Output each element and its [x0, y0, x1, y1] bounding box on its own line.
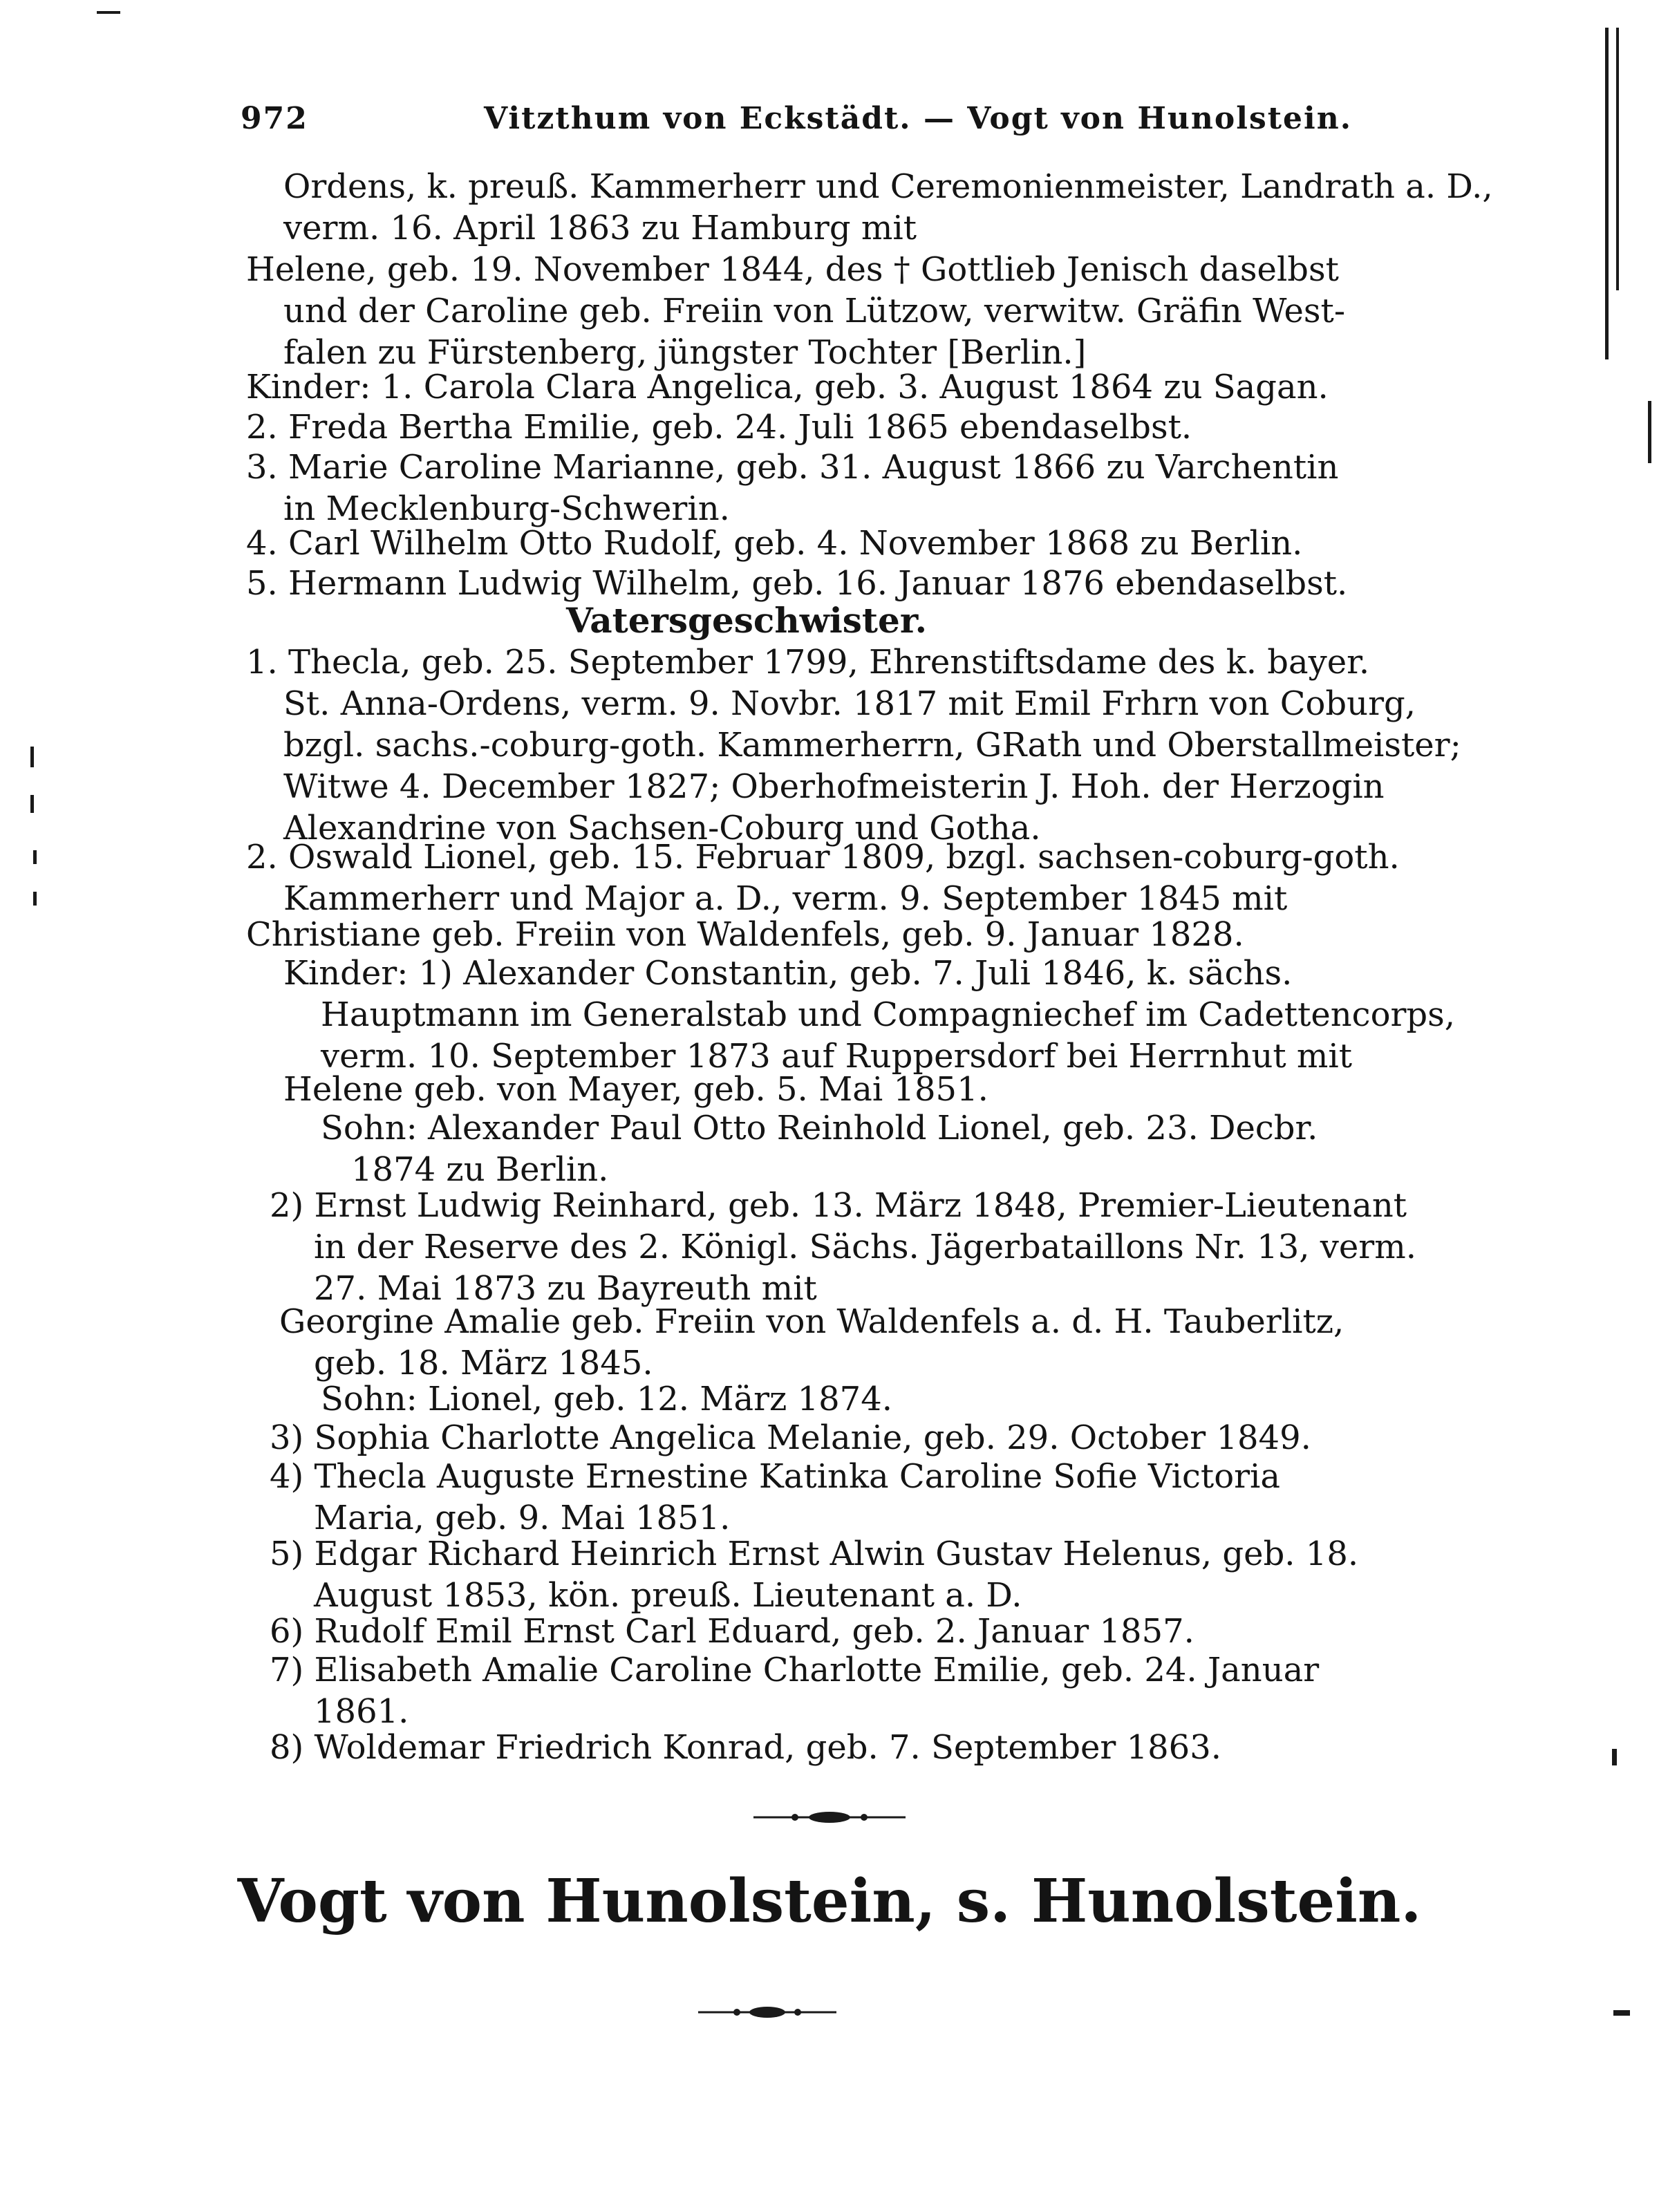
ornament-divider: [753, 1807, 906, 1828]
entry: [246, 447, 1338, 529]
text-line: in der Reserve des 2. Königl. Sächs. Jägerbataillons Nr. 13, verm.: [314, 1228, 1416, 1266]
text-line: bzgl. sachs.-coburg-goth. Kammerherrn, GRath und Oberstallmeister;: [283, 726, 1461, 765]
ornament-divider: [698, 2002, 836, 2023]
text-line: 2. Oswald Lionel, geb. 15. Februar 1809, bzgl. sachsen-coburg-goth.: [246, 838, 1400, 877]
text-line: 1. Thecla, geb. 25. September 1799, Ehrenstiftsdame des k. bayer.: [246, 643, 1370, 682]
text-line: Alexandrine von Sachsen-Coburg und Gotha.: [283, 809, 1041, 847]
text-line: falen zu Fürstenberg, jüngster Tochter [Berlin.]: [283, 333, 1087, 372]
text-line: 27. Mai 1873 zu Bayreuth mit: [314, 1269, 817, 1308]
article-title: Vogt von Hunolstein, s. Hunolstein.: [237, 1866, 1422, 1936]
text-line: 1874 zu Berlin.: [351, 1150, 609, 1189]
text-line: Kinder: 1) Alexander Constantin, geb. 7. Juli 1846, k. sächs.: [283, 954, 1293, 993]
entry: [270, 1727, 1221, 1768]
scan-mark: [1612, 1749, 1617, 1765]
text-line: St. Anna-Ordens, verm. 9. Novbr. 1817 mit Emil Frhrn von Coburg,: [283, 684, 1416, 723]
text-line: Kammerherr und Major a. D., verm. 9. September 1845 mit: [283, 879, 1288, 918]
entry: [270, 1456, 1280, 1539]
scan-edge-line: [1605, 28, 1609, 359]
scan-mark: [30, 795, 34, 813]
text-line: 4) Thecla Auguste Ernestine Katinka Caroline Sofie Victoria: [270, 1457, 1281, 1496]
text-line: Witwe 4. December 1827; Oberhofmeisterin J. Hoh. der Herzogin: [283, 767, 1385, 806]
entry: [321, 1378, 892, 1420]
text-line: Hauptmann im Generalstab und Compagniechef im Cadettencorps,: [321, 995, 1456, 1034]
text-line: Ordens, k. preuß. Kammerherr und Ceremonienmeister, Landrath a. D.,: [283, 167, 1493, 206]
text-line: 6) Rudolf Emil Ernst Carl Eduard, geb. 2. Januar 1857.: [270, 1612, 1194, 1651]
scan-mark: [1613, 2010, 1630, 2016]
text-line: 2) Ernst Ludwig Reinhard, geb. 13. März 1848, Premier-Lieutenant: [270, 1186, 1407, 1225]
text-line: Kinder: 1. Carola Clara Angelica, geb. 3. August 1864 zu Sagan.: [246, 368, 1329, 406]
scan-edge-line: [1616, 28, 1619, 290]
entry: [283, 1069, 988, 1110]
entry: [246, 836, 1400, 919]
entry: [246, 523, 1302, 564]
running-title: Vitzthum von Eckstädt. — Vogt von Hunolstein.: [484, 101, 1353, 136]
text-line: 2. Freda Bertha Emilie, geb. 24. Juli 1865 ebendaselbst.: [246, 408, 1192, 447]
text-line: Sohn: Lionel, geb. 12. März 1874.: [321, 1380, 892, 1418]
text-line: 5. Hermann Ludwig Wilhelm, geb. 16. Januar 1876 ebendaselbst.: [246, 564, 1348, 603]
entry: [246, 563, 1347, 604]
page-number: 972: [241, 101, 308, 136]
entry: [283, 953, 1455, 1077]
scan-mark: [30, 747, 34, 767]
text-line: August 1853, kön. preuß. Lieutenant a. D.: [314, 1576, 1022, 1615]
text-line: geb. 18. März 1845.: [314, 1344, 653, 1382]
entry: [246, 249, 1345, 373]
text-line: verm. 10. September 1873 auf Ruppersdorf bei Herrnhut mit: [321, 1037, 1353, 1076]
text-line: Helene geb. von Mayer, geb. 5. Mai 1851.: [283, 1070, 988, 1109]
entry: [279, 1301, 1344, 1384]
entry: [270, 1185, 1416, 1309]
entry: [270, 1533, 1358, 1616]
text-line: Christiane geb. Freiin von Waldenfels, geb. 9. Januar 1828.: [246, 915, 1244, 954]
text-line: verm. 16. April 1863 zu Hamburg mit: [283, 209, 917, 247]
section-heading: Vatersgeschwister.: [566, 600, 927, 641]
entry: [270, 1611, 1194, 1652]
text-line: und der Caroline geb. Freiin von Lützow, verwitw. Gräfin West-: [283, 292, 1346, 330]
entry: [321, 1107, 1318, 1190]
scan-mark: [97, 11, 120, 14]
text-line: 8) Woldemar Friedrich Konrad, geb. 7. September 1863.: [270, 1728, 1221, 1767]
entry: [246, 366, 1329, 408]
text-line: Georgine Amalie geb. Freiin von Waldenfels a. d. H. Tauberlitz,: [279, 1302, 1344, 1341]
text-line: 4. Carl Wilhelm Otto Rudolf, geb. 4. November 1868 zu Berlin.: [246, 524, 1303, 563]
text-line: Sohn: Alexander Paul Otto Reinhold Lionel, geb. 23. Decbr.: [321, 1109, 1318, 1147]
entry: [270, 1649, 1319, 1732]
entry: [246, 641, 1461, 849]
scan-mark: [1648, 401, 1651, 463]
text-line: 7) Elisabeth Amalie Caroline Charlotte Emilie, geb. 24. Januar: [270, 1651, 1320, 1689]
text-line: 3) Sophia Charlotte Angelica Melanie, geb. 29. October 1849.: [270, 1418, 1311, 1457]
scan-mark: [33, 892, 37, 906]
text-line: 5) Edgar Richard Heinrich Ernst Alwin Gustav Helenus, geb. 18.: [270, 1535, 1359, 1573]
text-line: 1861.: [314, 1692, 409, 1731]
entry: [246, 406, 1192, 448]
text-line: Helene, geb. 19. November 1844, des † Gottlieb Jenisch daselbst: [246, 250, 1339, 289]
entry: [283, 166, 1493, 249]
scan-mark: [33, 850, 37, 864]
text-line: Maria, geb. 9. Mai 1851.: [314, 1499, 731, 1537]
text-line: in Mecklenburg-Schwerin.: [283, 489, 730, 528]
entry: [246, 914, 1244, 955]
entry: [270, 1417, 1311, 1459]
text-line: 3. Marie Caroline Marianne, geb. 31. August 1866 zu Varchentin: [246, 448, 1339, 487]
